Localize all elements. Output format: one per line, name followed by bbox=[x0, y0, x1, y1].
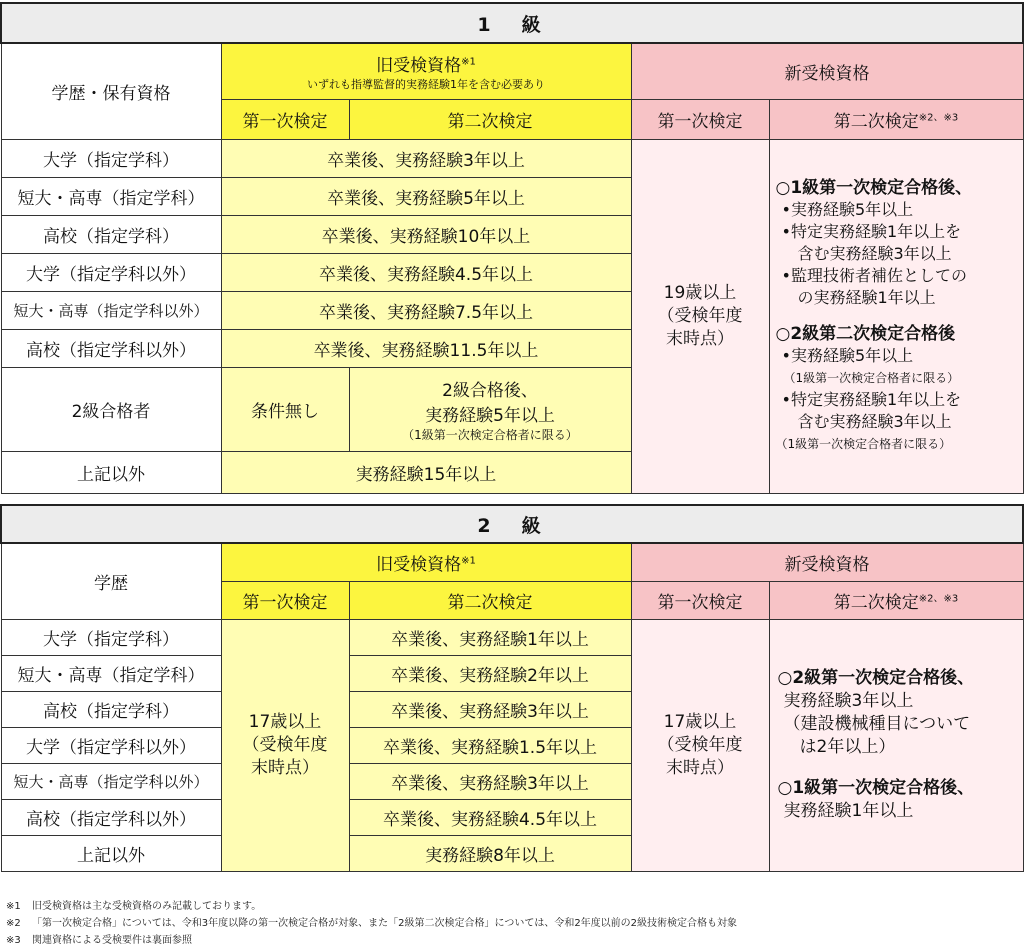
table-row-value: 卒業後、実務経験7.5年以上 bbox=[221, 291, 631, 329]
table-row-label: 上記以外 bbox=[1, 451, 221, 493]
grade1-old-header: 旧受検資格$^{※1}$ いずれも指導監督的実務経験1年を含む必要あり bbox=[221, 43, 631, 99]
table-row-label: 大学（指定学科） bbox=[1, 139, 221, 177]
grade1-new-header: 新受検資格 bbox=[631, 43, 1023, 99]
table-row-label: 高校（指定学科以外） bbox=[1, 329, 221, 367]
table-row-value: 卒業後、実務経験1.5年以上 bbox=[349, 727, 631, 763]
grade2-old-first-cell: 17歳以上 （受検年度 末時点） bbox=[221, 619, 349, 871]
grade2-col-first: 第一次検定 bbox=[221, 581, 349, 619]
table-row-value: 卒業後、実務経験3年以上 bbox=[349, 763, 631, 799]
table-row-value: 実務経験15年以上 bbox=[221, 451, 631, 493]
footnotes bbox=[6, 898, 737, 949]
table-row-label: 高校（指定学科） bbox=[1, 215, 221, 253]
table-row-label: 高校（指定学科） bbox=[1, 691, 221, 727]
table-row-value: 実務経験8年以上 bbox=[349, 835, 631, 871]
grade1-col-new-first: 第一次検定 bbox=[631, 99, 769, 139]
footnote: ※3 関連資格による受検要件は裏面参照 bbox=[6, 935, 192, 946]
grade2-old-header: 旧受検資格$^{※1}$ bbox=[221, 543, 631, 581]
grade2-col-new-second: 第二次検定$^{※2、※3}$ bbox=[769, 581, 1023, 619]
table-row-value: 卒業後、実務経験3年以上 bbox=[349, 691, 631, 727]
table-row-value: 卒業後、実務経験11.5年以上 bbox=[221, 329, 631, 367]
table-row-label: 短大・高専（指定学科） bbox=[1, 177, 221, 215]
grade1-title: 1 級 bbox=[1, 3, 1023, 43]
table-row-value: 卒業後、実務経験5年以上 bbox=[221, 177, 631, 215]
table-row-label: 短大・高専（指定学科以外） bbox=[1, 291, 221, 329]
table-row-label: 大学（指定学科以外） bbox=[1, 253, 221, 291]
table-row-value: 卒業後、実務経験4.5年以上 bbox=[349, 799, 631, 835]
grade1-new-second-cell: ○1級第一次検定合格後、 •実務経験5年以上 •特定実務経験1年以上を 含む実務経験3年以上 •監理技術者補佐としての の実務経験1年以上 ○2級第二次検定合格後 •実務経験5年以上 （1級第一次検定合格者に限る） •特定実務経験1年以上を 含む実務経験3年以上 （1級第一次検定合格者に限る） bbox=[769, 139, 1023, 493]
footnote: ※1 旧受検資格は主な受検資格のみ記載しております。 bbox=[6, 901, 262, 912]
table-row-label: 高校（指定学科以外） bbox=[1, 799, 221, 835]
table-row-label: 大学（指定学科） bbox=[1, 619, 221, 655]
grade1-col-first: 第一次検定 bbox=[221, 99, 349, 139]
table-row-label: 大学（指定学科以外） bbox=[1, 727, 221, 763]
grade1-old-subnote: いずれも指導監督的実務経験1年を含む必要あり bbox=[307, 77, 545, 91]
grade1-pass2-second: 2級合格後、 実務経験5年以上 （1級第一次検定合格者に限る） bbox=[349, 367, 631, 451]
grade1-table bbox=[0, 2, 1024, 494]
grade2-new-header: 新受検資格 bbox=[631, 543, 1023, 581]
grade1-pass2-first: 条件無し bbox=[221, 367, 349, 451]
grade1-col-second: 第二次検定 bbox=[349, 99, 631, 139]
grade2-col-new-first: 第一次検定 bbox=[631, 581, 769, 619]
table-row-value: 卒業後、実務経験3年以上 bbox=[221, 139, 631, 177]
table-row-label: 短大・高専（指定学科） bbox=[1, 655, 221, 691]
grade2-title: 2 級 bbox=[1, 505, 1023, 543]
table-row-label: 上記以外 bbox=[1, 835, 221, 871]
grade2-new-first-cell: 17歳以上 （受検年度 末時点） bbox=[631, 619, 769, 871]
grade2-new-second-cell: ○2級第一次検定合格後、 実務経験3年以上 （建設機械種目について は2年以上） ○1級第一次検定合格後、 実務経験1年以上 bbox=[769, 619, 1023, 871]
grade2-col-second: 第二次検定 bbox=[349, 581, 631, 619]
table-row-value: 卒業後、実務経験2年以上 bbox=[349, 655, 631, 691]
table-row-label: 2級合格者 bbox=[1, 367, 221, 451]
grade1-col-new-second: 第二次検定$^{※2、※3}$ bbox=[769, 99, 1023, 139]
footnote: ※2 「第一次検定合格」については、令和3年度以降の第一次検定合格が対象、また「2級第二次検定合格」については、令和2年度以前の2級技術検定合格も対象 bbox=[6, 918, 738, 929]
grade1-row-header: 学歴・保有資格 bbox=[1, 43, 221, 139]
table-row-value: 卒業後、実務経験4.5年以上 bbox=[221, 253, 631, 291]
grade1-new-first-cell: 19歳以上 （受検年度 末時点） bbox=[631, 139, 769, 493]
table-row-label: 短大・高専（指定学科以外） bbox=[1, 763, 221, 799]
grade2-table bbox=[0, 504, 1024, 872]
grade2-row-header: 学歴 bbox=[1, 543, 221, 619]
table-row-value: 卒業後、実務経験10年以上 bbox=[221, 215, 631, 253]
table-row-value: 卒業後、実務経験1年以上 bbox=[349, 619, 631, 655]
